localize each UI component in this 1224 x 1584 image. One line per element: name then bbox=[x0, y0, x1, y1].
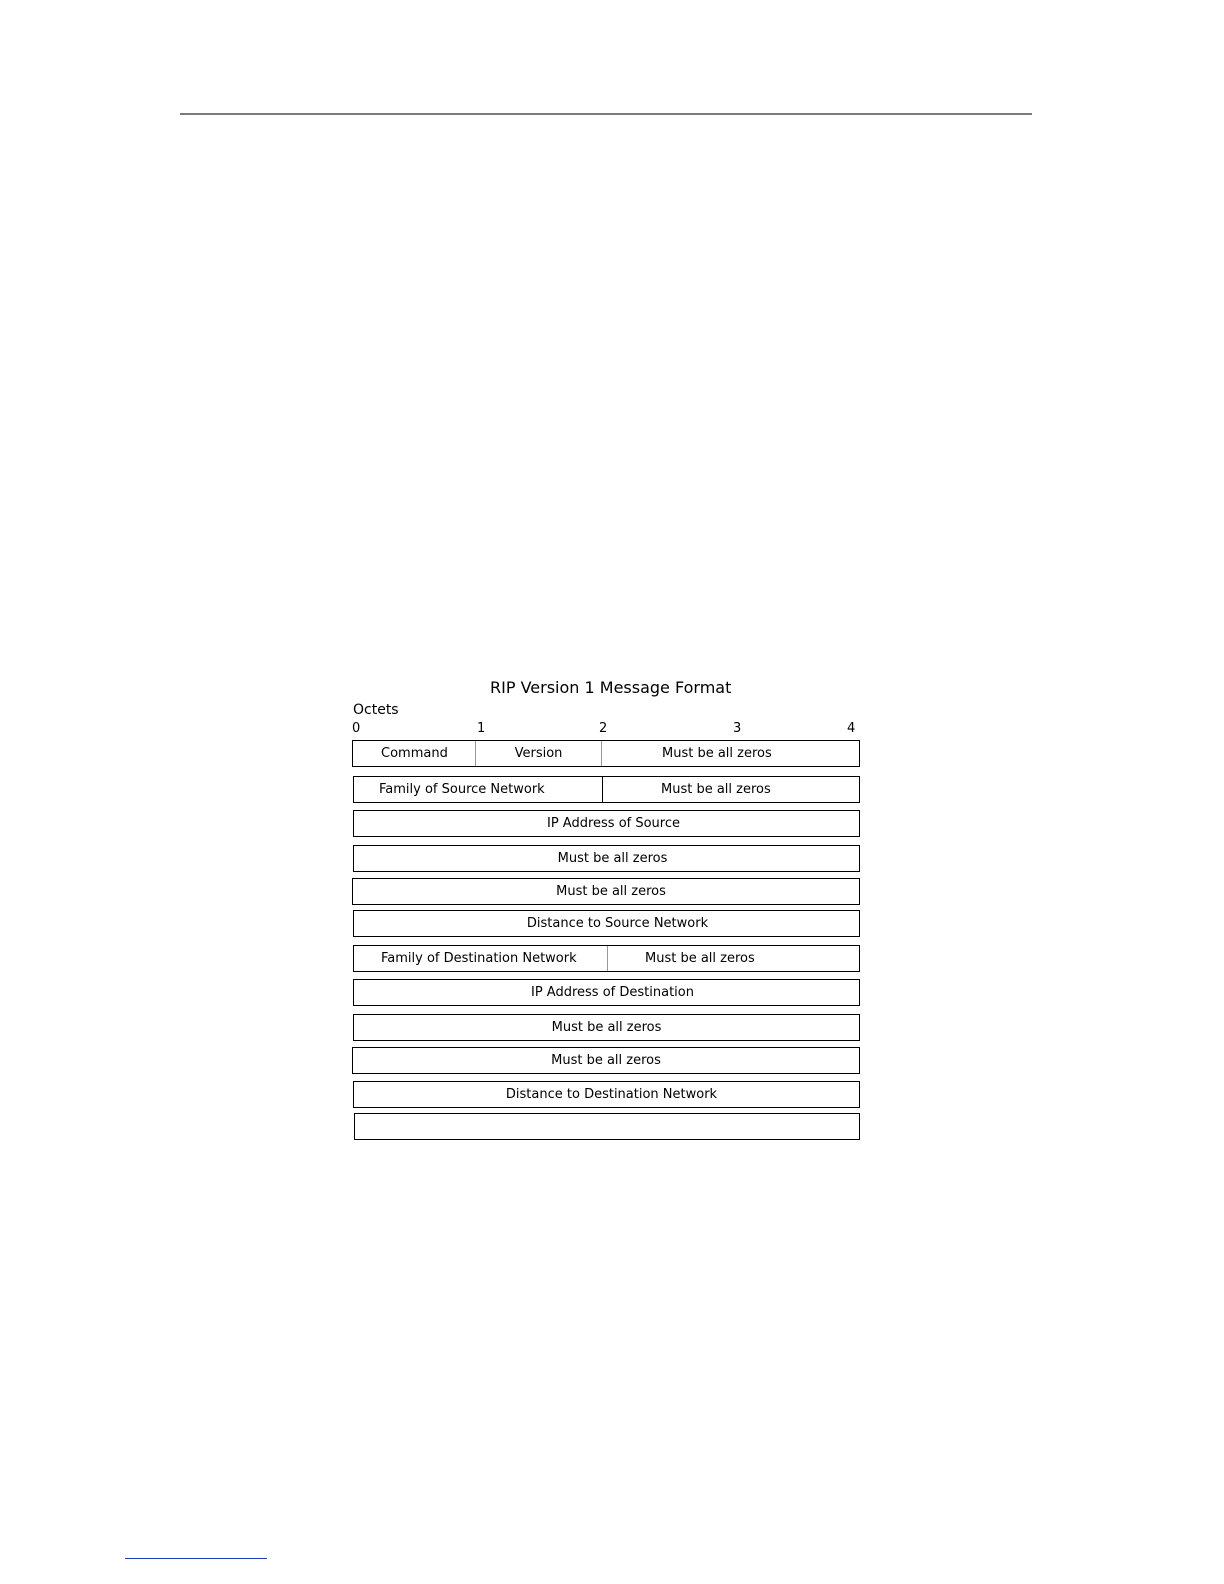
packet-row-source-distance bbox=[353, 910, 860, 937]
packet-row-zeros bbox=[352, 878, 860, 905]
octet-tick-2: 2 bbox=[599, 721, 608, 736]
field-version: Version bbox=[475, 741, 601, 766]
field-zeros: Must be all zeros bbox=[556, 884, 666, 899]
header-rule bbox=[180, 113, 1032, 115]
octet-tick-0: 0 bbox=[352, 721, 361, 736]
packet-row-empty bbox=[354, 1113, 860, 1140]
field-zeros: Must be all zeros bbox=[557, 851, 668, 866]
octet-tick-4: 4 bbox=[847, 721, 856, 736]
footnote-rule bbox=[125, 1558, 267, 1559]
packet-row-header bbox=[352, 740, 860, 767]
field-distance-source: Distance to Source Network bbox=[526, 916, 709, 931]
field-zeros: Must be all zeros bbox=[551, 1020, 662, 1035]
field-family-destination: Family of Destination Network bbox=[381, 951, 577, 966]
field-zeros: Must be all zeros bbox=[607, 946, 859, 971]
field-family-source: Family of Source Network bbox=[379, 782, 545, 797]
packet-row-destination-family bbox=[353, 945, 860, 972]
packet-row-zeros bbox=[352, 1047, 860, 1074]
field-zeros: Must be all zeros bbox=[602, 777, 859, 802]
octet-tick-1: 1 bbox=[477, 721, 486, 736]
diagram-title: RIP Version 1 Message Format bbox=[490, 678, 732, 697]
field-zeros: Must be all zeros bbox=[601, 741, 859, 766]
field-distance-destination: Distance to Destination Network bbox=[505, 1087, 718, 1102]
field-empty bbox=[355, 1114, 859, 1139]
packet-row-source-family bbox=[353, 776, 860, 803]
packet-row-source-ip bbox=[353, 810, 860, 837]
field-zeros: Must be all zeros bbox=[551, 1053, 661, 1068]
packet-row-zeros bbox=[353, 845, 860, 872]
field-ip-destination: IP Address of Destination bbox=[531, 985, 694, 1000]
octet-tick-3: 3 bbox=[733, 721, 742, 736]
packet-row-destination-distance bbox=[353, 1081, 860, 1108]
field-command: Command bbox=[381, 746, 448, 761]
packet-row-destination-ip bbox=[353, 979, 860, 1006]
packet-row-zeros bbox=[353, 1014, 860, 1041]
field-ip-source: IP Address of Source bbox=[546, 816, 681, 831]
octets-label: Octets bbox=[353, 702, 399, 718]
